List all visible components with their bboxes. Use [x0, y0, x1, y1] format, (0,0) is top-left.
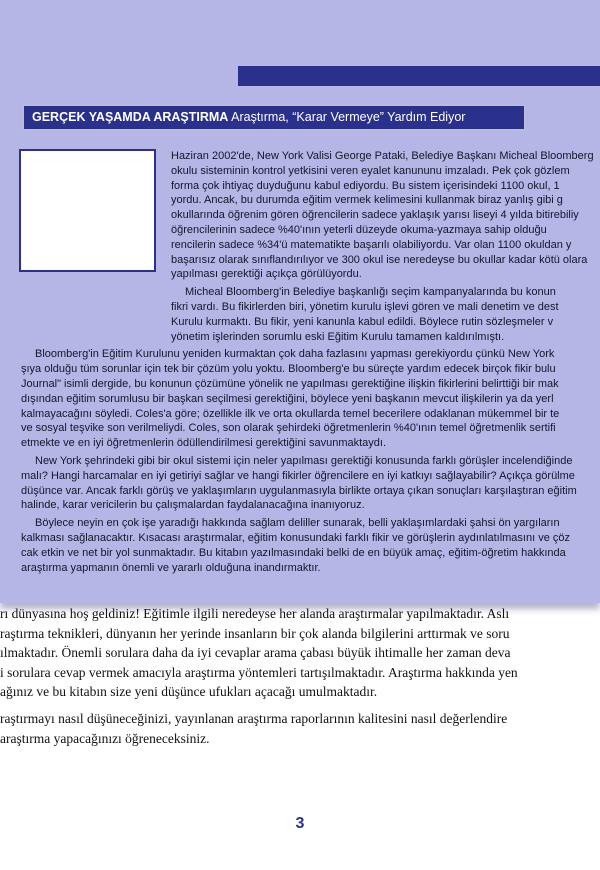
text-line: cak etkin ve net bir yol sunmaktadır. Bu kitabın yazılmasındaki belki de en büyük amaç, eğitim-öğretim hakkında [21, 546, 566, 559]
main-body-text [0, 604, 600, 748]
body-line: araştırma yapacağınızı öğreneceksiniz. [0, 730, 210, 746]
text-line: başarısız olarak sınıflandırılıyor ve 300 okul ise neredeyse bu okullar kadar kötü olara [171, 253, 588, 266]
body-line: ağınız ve bu kitabın size yeni düşünce ufukları açacağı umulmaktadır. [0, 684, 378, 700]
text-line: Journal" isimli dergide, bu konunun çözümüne yönelik ne yapılması gerektiğine ilişkin fikirlerini belirttiği bir mak [21, 377, 559, 390]
text-line: fikri vardı. Bu fikirlerden biri, yönetim kurulu işlevi gören ve mali denetim ve dest [171, 300, 559, 313]
title-bold: GERÇEK YAŞAMDA ARAŞTIRMA [32, 110, 229, 124]
body-line: raştırma teknikleri, dünyanın her yerinde insanların bir çok alanda bilgilerini arttırmak ve soru [0, 625, 510, 641]
text-line: yapılması gerektiği açıkça görülüyordu. [171, 268, 362, 281]
text-line: New York şehrindeki gibi bir okul sistemi için neler yapılması gerektiği konusunda farklı görüşler incelendiğinde [35, 454, 573, 467]
text-line: etmekte ve en iyi öğretmenlerin ödüllendirilmesi gerektiğini savunmaktaydı. [21, 437, 387, 450]
text-line: forma çok ihtiyaç duyduğunu kabul ediyordu. Bu sistem içerisindeki 1100 okul, 1 [171, 179, 560, 192]
text-line: araştırma yapmanın önemli ve yararlı olduğuna inandırmaktır. [21, 561, 321, 574]
case-study-text [0, 149, 600, 575]
text-line: okullarında öğrenim gören öğrencilerin sadece yaklaşık yarısı liseyi 4 yılda bitirebiliy [171, 209, 579, 222]
text-line: öğrencilerinin sadece %40'ının yeterli düzeyde okuma-yazmaya sahip olduğu [171, 223, 547, 236]
text-line: dışından eğitim sorumlusu bir başkan seçilmesi gerektiğini, böylece yeni başkanın mevcut ilişkilerin ya da yerl [21, 392, 554, 405]
title-rest: Araştırma, “Karar Vermeye” Yardım Ediyor [231, 110, 466, 124]
text-line: yönetim işlerinden sorumlu eski Eğitim Kurulu tamamen kaldırılmıştı. [171, 330, 505, 343]
text-line: kalkması sağlanacaktır. Kısacası araştırmalar, eğitim konusundaki farklı fikir ve görüşlerin aydınlatılmasını ve çöz [21, 531, 571, 544]
decorative-header-bar [238, 66, 600, 86]
body-line: raştırmayı nasıl düşüneceğinizi, yayınlanan araştırma raporlarının kalitesini nasıl değerlendire [0, 710, 508, 726]
text-line: rencilerin sadece %34'ü matematikte başarılı olabiliyordu. Var olan 1100 okuldan y [171, 238, 572, 251]
text-line: ve sosyal teşvike son verilmeliydi. Coles, son olarak şehirdeki öğretmenlerin %40'ının temel öğretmenlik sertifi [21, 422, 556, 435]
text-line: Bloomberg'in Eğitim Kurulunu yeniden kurmaktan çok daha fazlasını yapması gerekiyordu çünkü New York [35, 348, 555, 361]
text-line: kalmayacağını söyledi. Coles'a göre; özellikle ilk ve orta okullarda temel becerilere odaklanan mükemmel bir te [21, 407, 560, 420]
body-line: rı dünyasına hoş geldiniz! Eğitimle ilgili neredeyse her alanda araştırmalar yapılmaktadır. Aslı [0, 606, 510, 621]
text-line: halinde, karar vericilerin bu çalışmalardan faydalanacağına inanıyoruz. [21, 499, 365, 512]
page-number: 3 [295, 815, 305, 832]
text-line: Micheal Bloomberg'in Belediye başkanlığı seçim kampanyalarında bu konun [185, 286, 556, 299]
text-line: Böylece neyin en çok işe yaradığı hakkında sağlam deliller sunarak, belli yaklaşımlardaki şahsi ön yargıların [35, 517, 560, 530]
text-line: Kurulu kurmaktı. Bu fikir, yeni kanunla kabul edildi. Böylece rutin sözleşmeler v [171, 315, 554, 328]
text-line: Haziran 2002'de, New York Valisi George Pataki, Belediye Başkanı Micheal Bloomberg [171, 150, 594, 162]
text-line: yordu. Ancak, bu durumda eğitim vermek kelimesini kullanmak biraz yanlış gibi g [171, 194, 563, 207]
text-line: okulu sisteminin kontrol yetkisini veren eyalet kanununu imzaladı. Pek çok gözlem [171, 164, 570, 177]
text-line: düşünce var. Ancak farklı görüş ve yaklaşımların uygulanmasıyla birlikte ortaya çıkan sonuçları karşılaştıran eğitim [21, 484, 577, 497]
case-study-title [22, 104, 526, 131]
text-line: malı? Hangi harcamalar en iyi getiriyi sağlar ve hangi fikirler öğrencilere en iyi katkıyı sağlayabilir? Açıkça görülme [21, 469, 575, 482]
text-line: şıya olduğu tüm sorunlar için tek bir çözüm yolu yoktu. Bloomberg'e bu süreçte yardım edecek birçok fikir bulu [21, 363, 556, 376]
body-line: ılmaktadır. Önemli sorulara daha da iyi cevaplar arama çabası büyük ihtimalle her zaman deva [0, 645, 511, 661]
body-line: i sorulara cevap vermek amacıyla araştırma yöntemleri tartışılmaktadır. Araştırma hakkında yen [0, 664, 518, 680]
